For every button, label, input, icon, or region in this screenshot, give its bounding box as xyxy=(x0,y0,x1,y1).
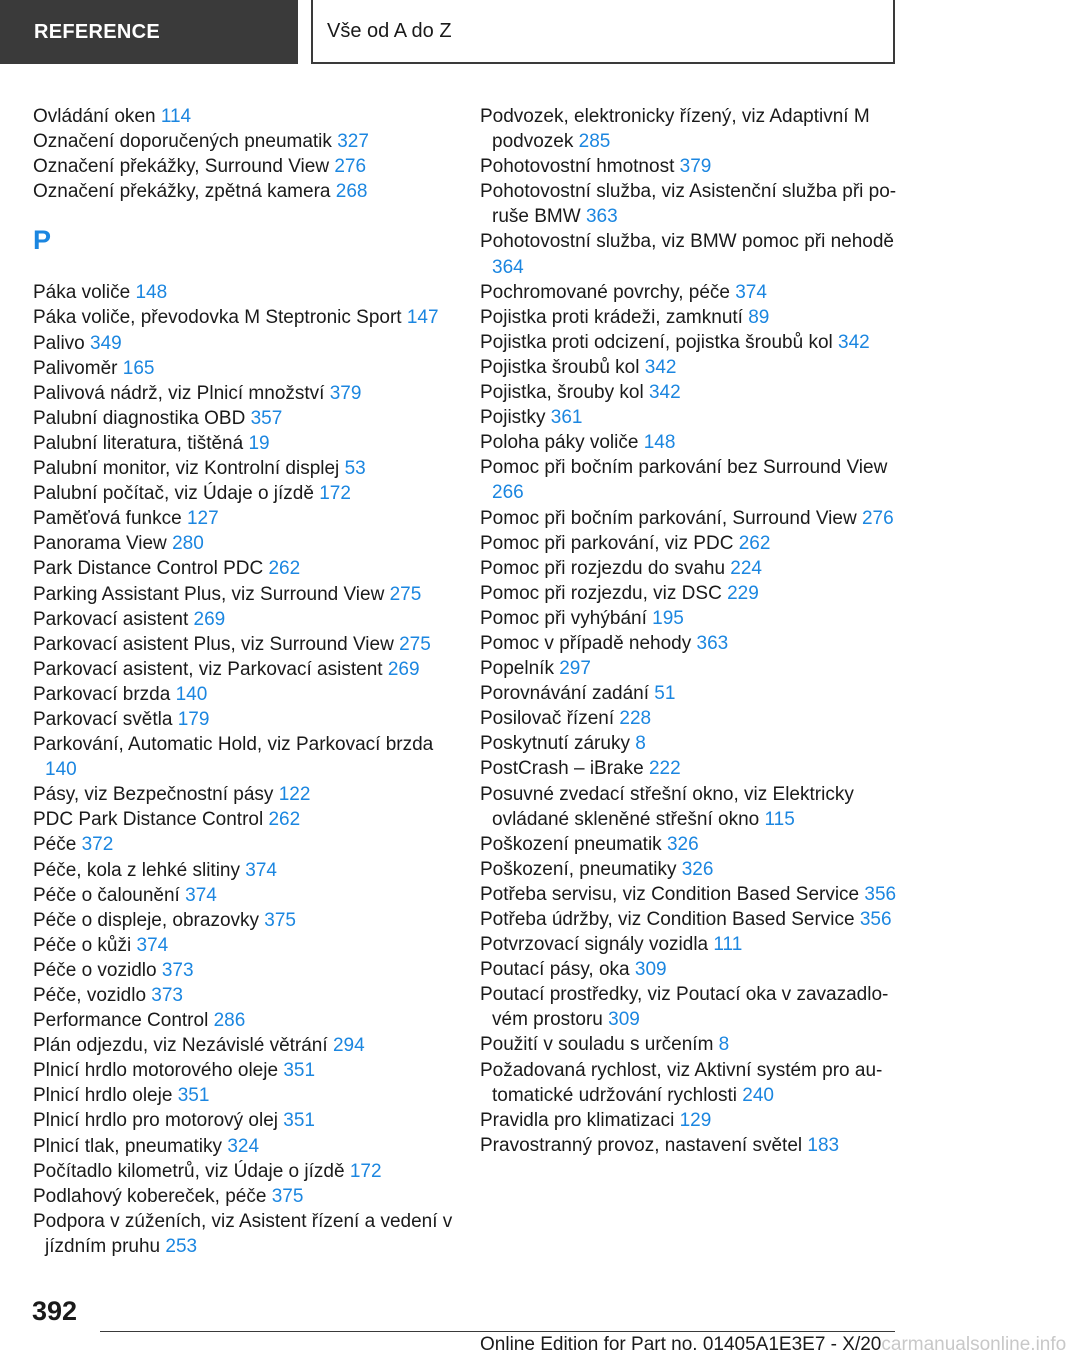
page-reference-link[interactable]: 262 xyxy=(268,558,301,580)
index-entry-text: Performance Control xyxy=(33,1010,209,1032)
index-entry xyxy=(33,732,453,782)
index-entry xyxy=(33,1209,453,1259)
index-entry-text: Použití v souladu s určením xyxy=(480,1034,714,1056)
index-entry xyxy=(480,782,900,832)
index-entry-text: Podvozek, elektronicky řízený, viz Adaptivní M podvozek xyxy=(480,106,870,153)
index-entry xyxy=(33,1108,453,1133)
index-entry-text: Pojistka šroubů kol xyxy=(480,356,640,378)
page-reference-link[interactable]: 275 xyxy=(399,633,431,655)
index-entry xyxy=(33,858,453,883)
index-entry-text: Péče o displeje, obrazovky xyxy=(33,909,260,931)
index-entry-text: Pojistka proti odcizení, pojistka šroubů kol xyxy=(480,331,833,353)
page-reference-link[interactable]: 342 xyxy=(648,382,681,404)
index-entry-text: Podpora v zúženích, viz Asistent řízení a vedení v jízdním pruhu xyxy=(33,1210,453,1257)
page-reference-link[interactable]: 374 xyxy=(185,884,217,906)
index-entry-text: Potřeba údržby, viz Condition Based Service xyxy=(480,909,855,930)
page-reference-link[interactable]: 357 xyxy=(250,407,283,429)
page-reference-link[interactable]: 268 xyxy=(335,181,368,203)
index-entry xyxy=(480,606,900,631)
page-reference-link[interactable]: 222 xyxy=(648,758,681,780)
index-entry xyxy=(480,982,900,1032)
index-entry-text: Péče o čalounění xyxy=(33,884,180,906)
index-entry xyxy=(33,832,453,857)
index-entry-text: PostCrash – iBrake xyxy=(480,758,644,780)
page-reference-link[interactable]: 89 xyxy=(748,306,770,328)
page-reference-link[interactable]: 356 xyxy=(864,883,897,905)
index-entry xyxy=(480,882,900,907)
index-entry-text: Palubní literatura, tištěná xyxy=(33,432,244,454)
index-entry-text: Palivo xyxy=(33,332,85,354)
index-entry xyxy=(33,1184,453,1209)
page-reference-link[interactable]: 122 xyxy=(278,784,311,806)
index-entry xyxy=(480,731,900,756)
page-reference-link[interactable]: 275 xyxy=(389,583,422,605)
page-reference-link[interactable]: 309 xyxy=(608,1009,640,1031)
page-reference-link[interactable]: 342 xyxy=(838,331,870,353)
index-entry-text: Panorama View xyxy=(33,533,167,555)
index-entry xyxy=(33,1083,453,1108)
index-entry xyxy=(480,154,900,179)
page-reference-link[interactable]: 294 xyxy=(332,1035,365,1057)
page-reference-link[interactable]: 165 xyxy=(122,357,155,379)
index-entry-text: Palivová nádrž, viz Plnicí množství xyxy=(33,382,325,404)
page-reference-link[interactable]: 286 xyxy=(213,1010,246,1032)
index-entry xyxy=(480,907,900,932)
page-reference-link[interactable]: 276 xyxy=(861,507,894,529)
index-entry xyxy=(33,381,453,406)
index-entry-text: Pomoc při parkování, viz PDC xyxy=(480,532,734,554)
page-reference-link[interactable]: 8 xyxy=(635,733,646,755)
index-entry-text: Pomoc v případě nehody xyxy=(480,632,692,654)
index-entry xyxy=(33,883,453,908)
index-entry-text: Poloha páky voliče xyxy=(480,432,639,454)
index-entry-text: PDC Park Distance Control xyxy=(33,809,264,831)
index-entry-text: Péče, vozidlo xyxy=(33,985,147,1006)
page-reference-link[interactable]: 266 xyxy=(492,482,524,504)
index-entry xyxy=(33,406,453,431)
index-entry xyxy=(33,682,453,707)
index-entry xyxy=(33,807,453,832)
index-entry xyxy=(480,857,900,882)
index-entry-text: Palubní diagnostika OBD xyxy=(33,407,246,429)
index-entry xyxy=(480,631,900,656)
index-entry xyxy=(480,1108,900,1133)
page-reference-link[interactable]: 363 xyxy=(696,632,729,654)
page-reference-link[interactable]: 19 xyxy=(248,432,270,454)
index-entry xyxy=(480,932,900,957)
index-entry-text: Pravostranný provoz, nastavení světel xyxy=(480,1134,803,1156)
index-entry-text: Poškození, pneumatiky xyxy=(480,858,677,880)
index-entry-text: Parkovací asistent xyxy=(33,608,189,630)
index-entry xyxy=(480,706,900,731)
page-reference-link[interactable]: 373 xyxy=(161,959,194,981)
index-entry-text: Park Distance Control PDC xyxy=(33,558,264,580)
index-entry xyxy=(480,330,900,355)
index-entry xyxy=(33,431,453,456)
index-entry xyxy=(480,229,900,279)
index-entry-text: Pojistka proti krádeži, zamknutí xyxy=(480,306,743,328)
page-reference-link[interactable]: 351 xyxy=(283,1110,315,1132)
index-entry-text: Počítadlo kilometrů, viz Údaje o jízdě xyxy=(33,1160,345,1182)
index-entry-text: Palivoměr xyxy=(33,357,118,379)
page-reference-link[interactable]: 364 xyxy=(492,256,524,278)
index-entry-text: Označení překážky, Surround View xyxy=(33,156,330,178)
index-entry xyxy=(480,280,900,305)
index-entry xyxy=(480,380,900,405)
index-column-right xyxy=(480,104,900,1158)
page-reference-link[interactable]: 351 xyxy=(177,1085,210,1107)
index-entry xyxy=(480,455,900,505)
index-column-left xyxy=(33,104,453,1259)
index-entry-text: Péče, kola z lehké slitiny xyxy=(33,859,240,881)
index-entry xyxy=(33,1159,453,1184)
page-reference-link[interactable]: 361 xyxy=(550,407,583,429)
index-entry-text: Posilovač řízení xyxy=(480,708,615,730)
page-reference-link[interactable]: 374 xyxy=(245,859,277,881)
index-entry-text: Podlahový kobereček, péče xyxy=(33,1185,267,1207)
page-reference-link[interactable]: 373 xyxy=(151,985,183,1006)
index-letter-heading: P xyxy=(33,225,52,256)
index-entry-text: Porovnávání zadání xyxy=(480,683,650,705)
page-reference-link[interactable]: 195 xyxy=(652,607,684,629)
index-entry-text: Parkování, Automatic Hold, viz Parkovací brzda xyxy=(33,734,434,756)
page-reference-link[interactable]: 379 xyxy=(679,156,712,178)
index-entry-text: Pohotovostní služba, viz Asistenční služba při poruše BMW xyxy=(480,181,897,228)
index-entry-text: Péče xyxy=(33,834,77,856)
section-title: Vše od A do Z xyxy=(311,0,895,64)
page-reference-link[interactable]: 111 xyxy=(713,934,743,956)
index-entry-text: Pojistka, šrouby kol xyxy=(480,382,644,404)
index-entry xyxy=(33,657,453,682)
index-entry-text: Parkovací světla xyxy=(33,708,173,730)
page-reference-link[interactable]: 351 xyxy=(283,1060,316,1082)
page-reference-link[interactable]: 253 xyxy=(165,1235,198,1257)
page-reference-link[interactable]: 309 xyxy=(634,959,667,981)
index-entry-text: Palubní monitor, viz Kontrolní displej xyxy=(33,458,340,480)
footer xyxy=(480,1334,1066,1356)
page-reference-link[interactable]: 224 xyxy=(730,557,762,579)
index-entry-text: Pomoc při rozjezdu, viz DSC xyxy=(480,582,722,604)
index-entry xyxy=(33,331,453,356)
index-entry-text: Ovládání oken xyxy=(33,106,156,127)
index-entry xyxy=(480,581,900,606)
index-entry-text: Potřeba servisu, viz Condition Based Service xyxy=(480,883,860,905)
index-entry xyxy=(33,958,453,983)
index-entry xyxy=(33,456,453,481)
index-entry xyxy=(480,430,900,455)
index-entry-text: Parkovací brzda xyxy=(33,683,171,705)
page-reference-link[interactable]: 147 xyxy=(406,307,439,329)
index-entry xyxy=(480,179,900,229)
page-reference-link[interactable]: 356 xyxy=(859,909,892,930)
index-entry-text: Plnicí hrdlo oleje xyxy=(33,1085,173,1107)
page-reference-link[interactable]: 140 xyxy=(45,759,77,781)
page-reference-link[interactable]: 51 xyxy=(654,683,676,705)
page-reference-link[interactable]: 240 xyxy=(742,1084,774,1106)
index-entry xyxy=(480,957,900,982)
index-entry xyxy=(33,1058,453,1083)
watermark: carmanualsonline.info xyxy=(881,1334,1066,1355)
index-entry-text: Poutací pásy, oka xyxy=(480,959,630,981)
index-entry xyxy=(480,681,900,706)
index-entry xyxy=(33,607,453,632)
index-entry xyxy=(33,707,453,732)
index-entry-text: Pomoc při rozjezdu do svahu xyxy=(480,557,726,579)
page-reference-link[interactable]: 140 xyxy=(175,683,208,705)
index-entry xyxy=(480,355,900,380)
index-entry-text: Paměťová funkce xyxy=(33,508,182,530)
page-reference-link[interactable]: 372 xyxy=(81,834,114,856)
index-entry-text: Požadovaná rychlost, viz Aktivní systém pro automatické udržování rychlosti xyxy=(480,1059,883,1106)
index-entry xyxy=(33,280,453,305)
index-entry xyxy=(33,104,453,129)
page-reference-link[interactable]: 280 xyxy=(172,533,204,555)
index-entry xyxy=(480,832,900,857)
index-entry xyxy=(33,1134,453,1159)
index-entry xyxy=(33,481,453,506)
index-entry-text: Označení doporučených pneumatik xyxy=(33,131,332,153)
page-reference-link[interactable]: 172 xyxy=(349,1160,382,1182)
index-entry-text: Popelník xyxy=(480,658,554,680)
index-entry-text: Pásy, viz Bezpečnostní pásy xyxy=(33,784,274,806)
index-entry-text: Pomoc při bočním parkování, Surround View xyxy=(480,507,857,529)
index-entry-text: Plnicí hrdlo motorového oleje xyxy=(33,1060,279,1082)
index-entry xyxy=(480,405,900,430)
index-entry-text: Označení překážky, zpětná kamera xyxy=(33,181,331,203)
index-entry-text: Páka voliče, převodovka M Steptronic Sport xyxy=(33,307,402,329)
index-entry xyxy=(33,1033,453,1058)
index-entry xyxy=(480,506,900,531)
index-entry xyxy=(480,104,900,154)
index-entry-text: Palubní počítač, viz Údaje o jízdě xyxy=(33,483,314,505)
index-entry-text: Pojistky xyxy=(480,407,546,429)
page-reference-link[interactable]: 374 xyxy=(735,281,767,303)
page-reference-link[interactable]: 127 xyxy=(186,508,219,530)
index-entry-text: Poškození pneumatik xyxy=(480,833,662,855)
page-reference-link[interactable]: 115 xyxy=(764,808,795,830)
index-entry xyxy=(480,656,900,681)
page-reference-link[interactable]: 326 xyxy=(666,833,699,855)
index-entry-text: Parkovací asistent, viz Parkovací asistent xyxy=(33,658,383,680)
index-entry xyxy=(33,179,453,204)
page-reference-link[interactable]: 379 xyxy=(329,382,362,404)
index-entry xyxy=(33,582,453,607)
index-entry-text: Páka voliče xyxy=(33,282,131,304)
index-entry xyxy=(33,129,453,154)
index-entry xyxy=(33,933,453,958)
index-entry xyxy=(480,531,900,556)
index-entry xyxy=(480,305,900,330)
page-reference-link[interactable]: 148 xyxy=(135,282,168,304)
page-reference-link[interactable]: 374 xyxy=(136,934,169,956)
page-reference-link[interactable]: 129 xyxy=(679,1109,712,1131)
page-reference-link[interactable]: 375 xyxy=(271,1185,304,1207)
index-entry-text: Pochromované povrchy, péče xyxy=(480,281,730,303)
index-entry xyxy=(33,782,453,807)
index-entry-text: Pomoc při bočním parkování bez Surround View xyxy=(480,457,888,479)
index-entry xyxy=(480,1058,900,1108)
page-reference-link[interactable]: 262 xyxy=(268,809,301,831)
page-reference-link[interactable]: 269 xyxy=(387,658,420,680)
index-entry xyxy=(33,1008,453,1033)
index-entry xyxy=(33,356,453,381)
page-reference-link[interactable]: 269 xyxy=(193,608,226,630)
page-reference-link[interactable]: 262 xyxy=(738,532,771,554)
index-entry xyxy=(33,908,453,933)
page-reference-link[interactable]: 53 xyxy=(344,458,366,480)
index-entry-text: Plán odjezdu, viz Nezávislé větrání xyxy=(33,1035,328,1057)
page-reference-link[interactable]: 148 xyxy=(643,432,676,454)
index-entry xyxy=(33,531,453,556)
footer-rule xyxy=(100,1331,895,1332)
index-entry xyxy=(480,1133,900,1158)
page-header xyxy=(0,0,960,66)
section-tab: REFERENCE xyxy=(0,0,298,64)
index-entry-text: Plnicí hrdlo pro motorový olej xyxy=(33,1110,278,1132)
edition-info: Online Edition for Part no. 01405A1E3E7 - X/20 xyxy=(480,1334,882,1355)
index-entry xyxy=(480,1032,900,1057)
index-entry xyxy=(33,154,453,179)
page-reference-link[interactable]: 8 xyxy=(718,1034,730,1056)
index-entry-text: Parking Assistant Plus, viz Surround View xyxy=(33,583,385,605)
index-entry-text: Poskytnutí záruky xyxy=(480,733,630,755)
index-entry-text: Pohotovostní služba, viz BMW pomoc při nehodě xyxy=(480,231,894,253)
page-reference-link[interactable]: 229 xyxy=(727,582,759,604)
page-reference-link[interactable]: 297 xyxy=(559,658,591,680)
index-entry-text: Péče o kůži xyxy=(33,934,132,956)
page-reference-link[interactable]: 285 xyxy=(578,131,611,153)
page-reference-link[interactable]: 349 xyxy=(90,332,122,354)
page-reference-link[interactable]: 228 xyxy=(619,708,652,730)
index-entry-text: Plnicí tlak, pneumatiky xyxy=(33,1135,223,1157)
page-reference-link[interactable]: 375 xyxy=(264,909,296,931)
page-reference-link[interactable]: 179 xyxy=(177,708,210,730)
index-entry-text: Poutací prostředky, viz Poutací oka v zavazadlovém prostoru xyxy=(480,984,889,1031)
index-entry-text: Posuvné zvedací střešní okno, viz Elektricky ovládané skleněné střešní okno xyxy=(480,783,854,830)
index-entry-text: Pomoc při vyhýbání xyxy=(480,607,647,629)
index-entry xyxy=(33,556,453,581)
page-reference-link[interactable]: 326 xyxy=(681,858,714,880)
index-entry-text: Potvrzovací signály vozidla xyxy=(480,934,709,956)
page-reference-link[interactable]: 363 xyxy=(585,206,618,228)
index-entry-text: Péče o vozidlo xyxy=(33,959,157,981)
page-number: 392 xyxy=(32,1296,78,1326)
index-entry-text: Pravidla pro klimatizaci xyxy=(480,1109,675,1131)
page-reference-link[interactable]: 276 xyxy=(334,156,367,178)
index-entry-text: Parkovací asistent Plus, viz Surround View xyxy=(33,633,394,655)
index-entry xyxy=(480,756,900,781)
page-reference-link[interactable]: 114 xyxy=(160,106,192,127)
page-reference-link[interactable]: 172 xyxy=(319,483,351,505)
index-entry-text: Pohotovostní hmotnost xyxy=(480,156,675,178)
index-entry xyxy=(33,632,453,657)
index-entry xyxy=(480,556,900,581)
page-reference-link[interactable]: 327 xyxy=(337,131,369,153)
index-entry xyxy=(33,983,453,1008)
index-entry xyxy=(33,305,453,330)
index-entry xyxy=(33,506,453,531)
page-reference-link[interactable]: 342 xyxy=(644,356,677,378)
page-reference-link[interactable]: 183 xyxy=(807,1134,840,1156)
page-reference-link[interactable]: 324 xyxy=(227,1135,260,1157)
